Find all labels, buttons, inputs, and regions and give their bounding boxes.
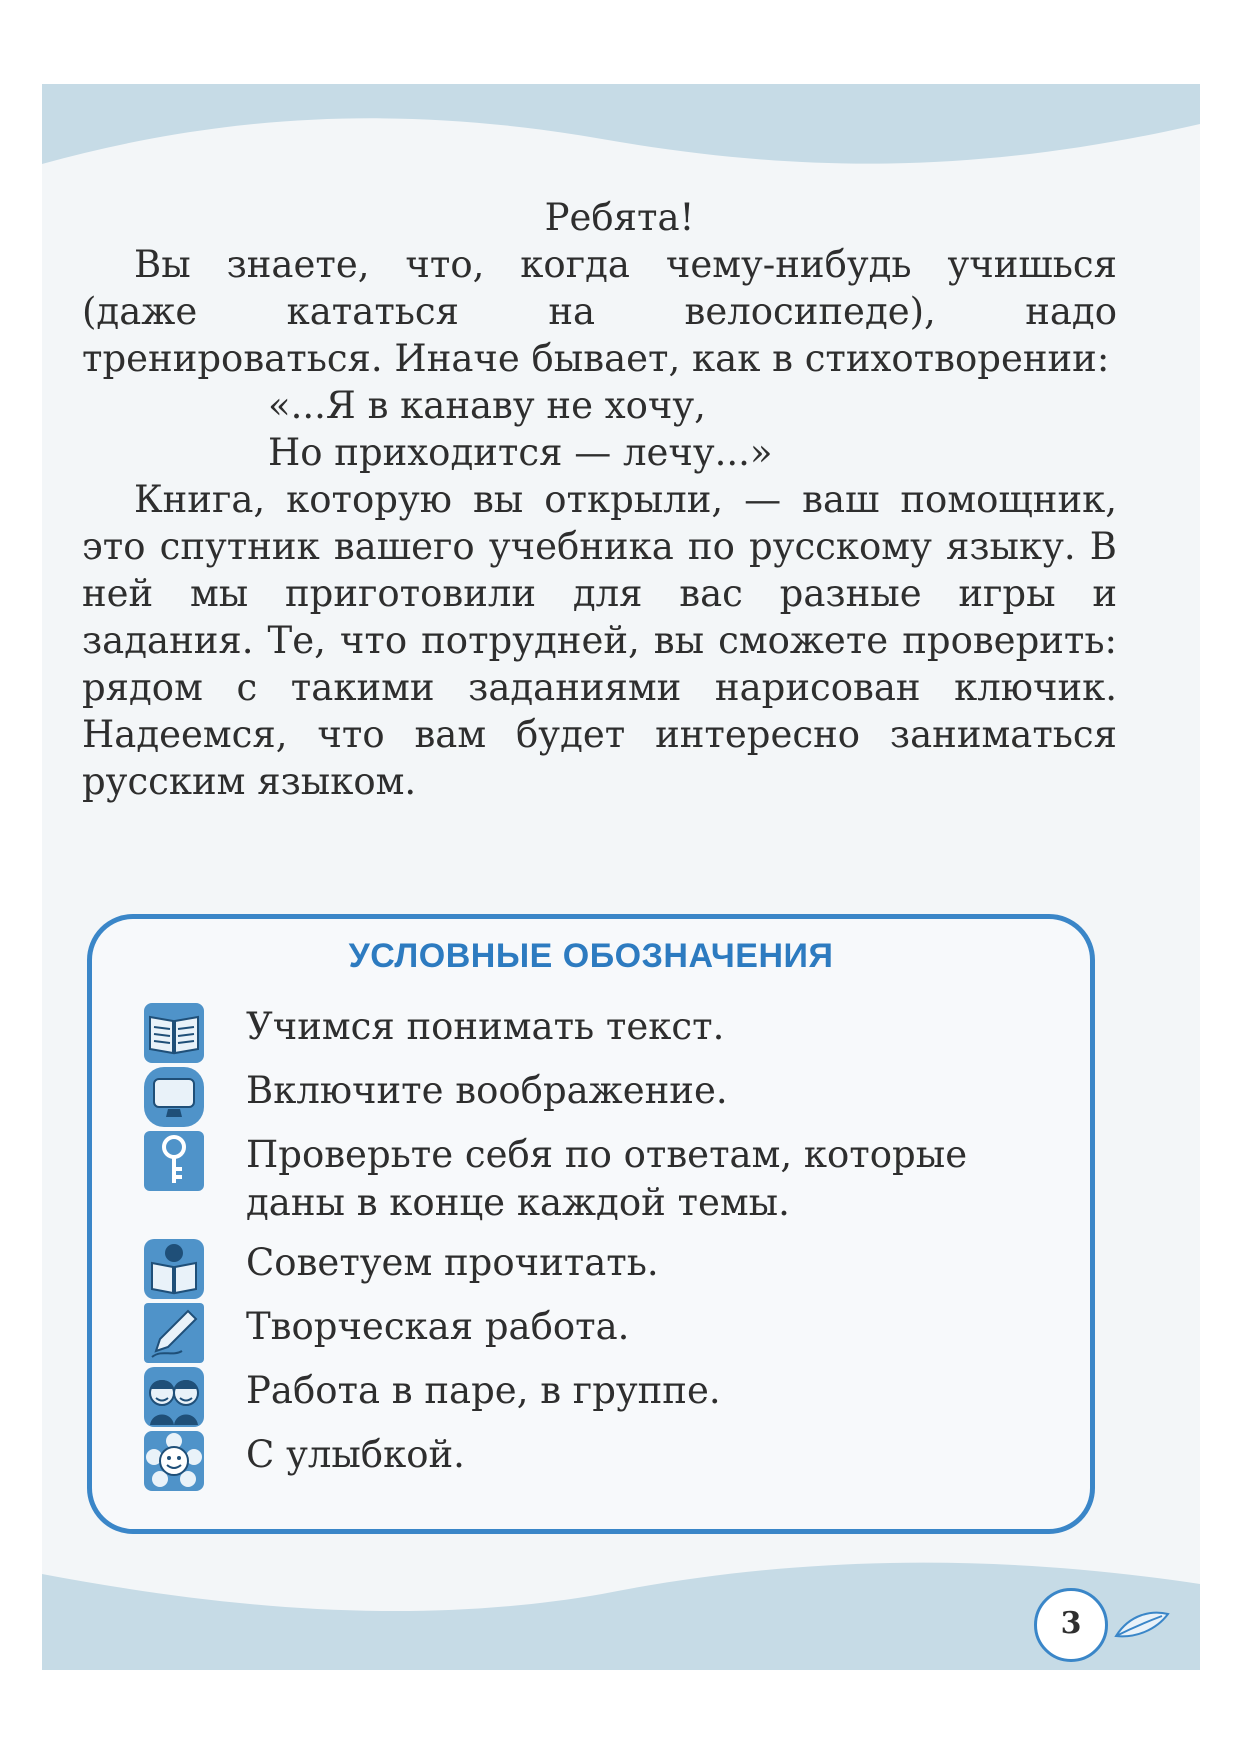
leaf-icon (1112, 1608, 1172, 1644)
reader-icon (142, 1237, 206, 1301)
book-page (42, 84, 1200, 1670)
legend-text: Творческая работа. (246, 1305, 630, 1348)
verse-quote (82, 382, 1117, 476)
legend-title: УСЛОВНЫЕ ОБОЗНАЧЕНИЯ (348, 937, 834, 975)
monitor-icon (142, 1065, 206, 1129)
legend-text: Проверьте себя по ответам, которые даны в конце каждой темы. (246, 1133, 968, 1224)
legend-box (87, 914, 1095, 1534)
verse-line: Но приходится — лечу...» (268, 431, 773, 474)
legend-text: С улыбкой. (246, 1433, 465, 1476)
key-icon (142, 1129, 206, 1193)
page-number: 3 (1034, 1588, 1108, 1662)
intro-text (82, 194, 1117, 805)
intro-paragraph: Книга, которую вы открыли, — ваш помощник, это спутник вашего учебника по русскому языку. В ней мы приготовили для вас разные игры и задания. Те, что потрудней, вы сможете проверить: рядом с такими заданиями нарисован ключик. Надеемся, что вам будет интересно заниматься русским языком. (82, 478, 1117, 803)
greeting-heading: Ребята! (544, 196, 695, 239)
pencil-icon (142, 1301, 206, 1365)
verse-line: «...Я в канаву не хочу, (268, 384, 706, 427)
legend-text: Работа в паре, в группе. (246, 1369, 721, 1412)
pair-icon (142, 1365, 206, 1429)
intro-paragraph: Вы знаете, что, когда чему-нибудь учишься (даже кататься на велосипеде), надо тренироваться. Иначе бывает, как в стихотворении: (82, 243, 1117, 380)
legend-text: Включите воображение. (246, 1069, 728, 1112)
book-icon (142, 1001, 206, 1065)
legend-text: Учимся понимать текст. (246, 1005, 725, 1048)
smile-flower-icon (142, 1429, 206, 1493)
legend-text: Советуем прочитать. (246, 1241, 659, 1284)
